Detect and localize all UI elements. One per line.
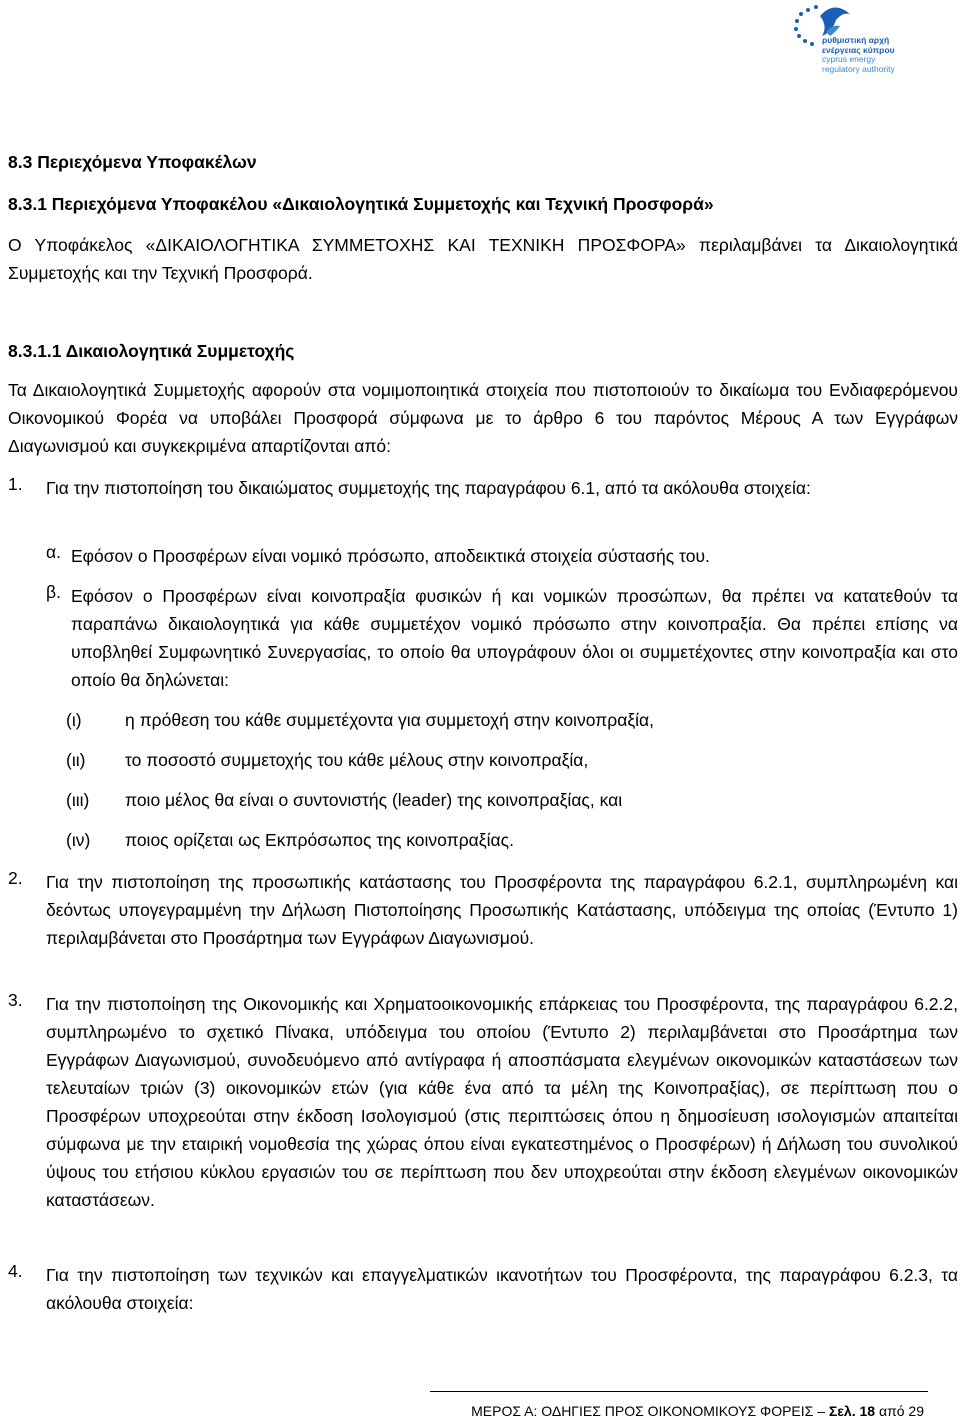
footer-part-label: ΜΕΡΟΣ Α: ΟΔΗΓΙΕΣ ΠΡΟΣ ΟΙΚΟΝΟΜΙΚΟΥΣ ΦΟΡΕΙΣ xyxy=(471,1403,814,1419)
roman-list-number: (ιιι) xyxy=(66,790,90,810)
lead-paragraph: Τα Δικαιολογητικά Συμμετοχής αφορούν στα νομιμοποιητικά στοιχεία που πιστοποιούν το δικαίωμα του Ενδιαφερόμενου Οικονομικού Φορέα να υποβάλει Προσφορά σύμφωνα με το άρθρο 6 του παρόντος Μέρους Α των Εγγράφων Διαγωνισμού και συγκεκριμένα απαρτίζονται από: xyxy=(8,380,958,456)
heading-8-3: 8.3 Περιεχόμενα Υποφακέλων xyxy=(8,152,257,172)
list-item-number: 3. xyxy=(8,990,23,1010)
footer-separator: – xyxy=(817,1403,825,1419)
roman-list-text: ποιος ορίζεται ως Εκπρόσωπος της κοινοπραξίας. xyxy=(125,830,514,850)
list-item-number: 1. xyxy=(8,474,23,494)
list-item-text: Για την πιστοποίηση των τεχνικών και επαγγελματικών ικανοτήτων του Προσφέροντα, της παραγράφου 6.2.3, τα ακόλουθα στοιχεία: xyxy=(46,1265,958,1313)
sub-list-item-text: Εφόσον ο Προσφέρων είναι νομικό πρόσωπο, αποδεικτικά στοιχεία σύστασής του. xyxy=(71,546,710,566)
intro-paragraph: Ο Υποφάκελος «ΔΙΚΑΙΟΛΟΓΗΤΙΚΑ ΣΥΜΜΕΤΟΧΗΣ ΚΑΙ ΤΕΧΝΙΚΗ ΠΡΟΣΦΟΡΑ» περιλαμβάνει τα Δικαιολογητικά Συμμετοχής και την Τεχνική Προσφορά. xyxy=(8,235,958,283)
logo-text xyxy=(822,36,932,74)
logo-line-3: cyprus energy xyxy=(822,54,876,64)
sub-list-item-text: Εφόσον ο Προσφέρων είναι κοινοπραξία φυσικών ή και νομικών προσώπων, θα πρέπει να κατατεθούν τα παραπάνω δικαιολογητικά για κάθε συμμετέχον νομικό πρόσωπο στην κοινοπραξία. Θα πρέπει επίσης να υποβληθεί Συμφωνητικό Συνεργασίας, το οποίο θα υπογράφουν όλοι οι συμμετέχοντες στην κοινοπραξία και στο οποίο θα δηλώνεται: xyxy=(71,586,958,690)
heading-8-3-1-1: 8.3.1.1 Δικαιολογητικά Συμμετοχής xyxy=(8,341,295,361)
footer-page-label: Σελ. xyxy=(828,1403,856,1419)
list-item-number: 4. xyxy=(8,1261,23,1281)
logo-line-4: regulatory authority xyxy=(822,63,895,74)
heading-8-3-1: 8.3.1 Περιεχόμενα Υποφακέλου «Δικαιολογητικά Συμμετοχής και Τεχνική Προσφορά» xyxy=(8,194,714,214)
sub-list-item-letter: α. xyxy=(46,542,61,562)
roman-list-text: ποιο μέλος θα είναι ο συντονιστής (leader) της κοινοπραξίας, και xyxy=(125,790,623,810)
list-item-number: 2. xyxy=(8,868,23,888)
list-item-text: Για την πιστοποίηση του δικαιώματος συμμετοχής της παραγράφου 6.1, από τα ακόλουθα στοιχεία: xyxy=(46,478,811,498)
footer-divider xyxy=(430,1391,928,1392)
list-item-text: Για την πιστοποίηση της προσωπικής κατάστασης του Προσφέροντα της παραγράφου 6.2.1, συμπληρωμένη και δεόντως υπογεγραμμένη την Δήλωση Πιστοποίησης Προσωπικής Κατάστασης, υπόδειγμα της οποίας (Έντυπο 1) περιλαμβάνεται στο Προσάρτημα των Εγγράφων Διαγωνισμού. xyxy=(46,872,958,948)
roman-list-number: (ιν) xyxy=(66,830,91,850)
list-item-text: Για την πιστοποίηση της Οικονομικής και Χρηματοοικονομικής επάρκειας του Προσφέροντα, της παραγράφου 6.2.2, συμπληρωμένο το σχετικό Πίνακα, υπόδειγμα του οποίου (Έντυπο 2) περιλαμβάνεται στο Προσάρτημα των Εγγράφων Διαγωνισμού, συνοδευόμενο από αντίγραφα ή αποσπάσματα ελεγμένων οικονομικών καταστάσεων των τελευταίων τριών (3) οικονομικών ετών (για κάθε ένα από τα μέλη της Κοινοπραξίας), σε περίπτωση που ο Προσφέρων υποχρεούται στην έκδοση Ισολογισμού (στις περιπτώσεις όπου η δημοσίευση ισολογισμών απαιτείται σύμφωνα με την εταιρική νομοθεσία της χώρας όπου είναι εγκατεστημένος ο Προσφέρων) ή Δήλωση του συνολικού ύψους του ετήσιου κύκλου εργασιών του σε περίπτωση που δεν υποχρεούται στην έκδοση ελεγμένων οικονομικών καταστάσεων. xyxy=(46,994,958,1210)
sub-list-item-letter: β. xyxy=(46,582,61,602)
page-footer xyxy=(471,1403,924,1419)
roman-list-text: η πρόθεση του κάθε συμμετέχοντα για συμμετοχή στην κοινοπραξία, xyxy=(125,710,655,730)
roman-list-number: (ι) xyxy=(66,710,82,730)
footer-of-label: από xyxy=(878,1403,905,1419)
roman-list-text: το ποσοστό συμμετοχής του κάθε μέλους στην κοινοπραξία, xyxy=(125,750,589,770)
logo-line-1: ρυθμιστική αρχή xyxy=(822,35,890,45)
footer-page-total: 29 xyxy=(908,1403,924,1419)
footer-page-number: 18 xyxy=(859,1403,876,1419)
logo-line-2: ενέργειας κύπρου xyxy=(822,44,895,55)
roman-list-number: (ιι) xyxy=(66,750,86,770)
